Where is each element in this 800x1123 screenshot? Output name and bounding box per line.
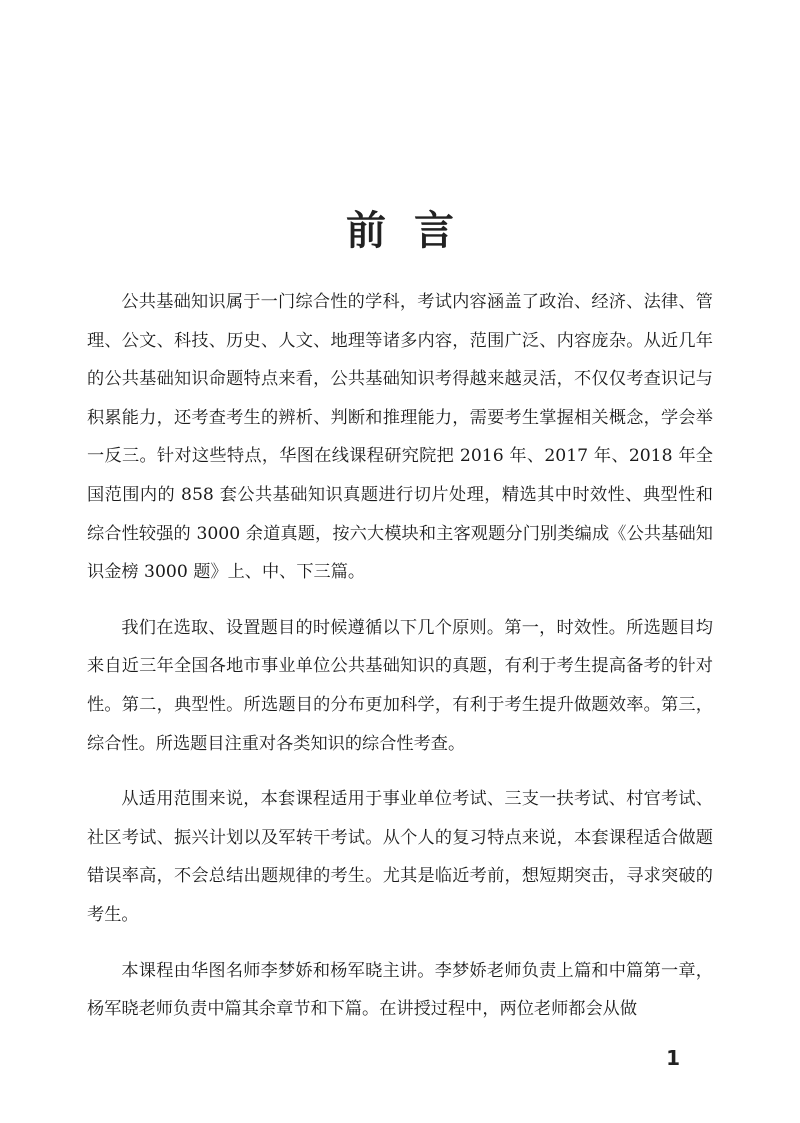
paragraph-4: 本课程由华图名师李梦娇和杨军晓主讲。李梦娇老师负责上篇和中篇第一章，杨军晓老师负责中篇其余章节和下篇。在讲授过程中，两位老师都会从做 xyxy=(87,960,713,1020)
paragraph-2: 我们在选取、设置题目的时候遵循以下几个原则。第一，时效性。所选题目均来自近三年全国各地市事业单位公共基础知识的真题，有利于考生提高备考的针对性。第二，典型性。所选题目的分布更加科学，有利于考生提升做题效率。第三，综合性。所选题目注重对各类知识的综合性考查。 xyxy=(87,617,713,754)
preface-body xyxy=(87,283,713,1046)
paragraph-1: 公共基础知识属于一门综合性的学科，考试内容涵盖了政治、经济、法律、管理、公文、科技、历史、人文、地理等诸多内容，范围广泛、内容庞杂。从近几年的公共基础知识命题特点来看，公共基础知识考得越来越灵活，不仅仅考查识记与积累能力，还考查考生的辨析、判断和推理能力，需要考生掌握相关概念，学会举一反三。针对这些特点，华图在线课程研究院把 2016 年、2017 年、2018 年全国范围内的 858 套公共基础知识真题进行切片处理，精选其中时效性、典型性和综合性较强的 3000 余道真题，按六大模块和主客观题分门别类编成《公共基础知识金榜 3000 题》上、中、下三篇。 xyxy=(87,292,713,583)
page-title: 前言 xyxy=(346,207,482,254)
paragraph-3: 从适用范围来说，本套课程适用于事业单位考试、三支一扶考试、村官考试、社区考试、振兴计划以及军转干考试。从个人的复习特点来说，本套课程适合做题错误率高，不会总结出题规律的考生。尤其是临近考前，想短期突击，寻求突破的考生。 xyxy=(87,789,713,925)
page-number: 1 xyxy=(666,1046,680,1070)
